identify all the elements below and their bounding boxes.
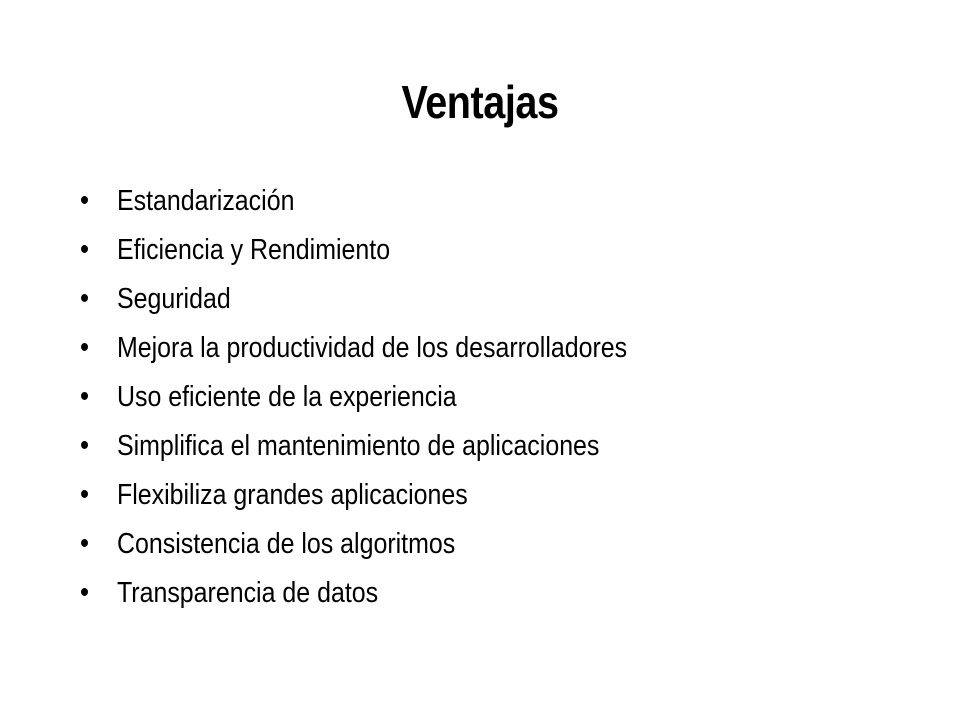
bullet-text: Mejora la productividad de los desarrolladores — [116, 332, 628, 364]
bullet-text: Flexibiliza grandes aplicaciones — [116, 479, 468, 511]
bullet-item — [80, 225, 627, 274]
bullet-item — [80, 274, 627, 323]
bullet-icon: • — [80, 184, 90, 217]
bullet-icon: • — [80, 478, 90, 511]
bullet-text: Eficiencia y Rendimiento — [116, 234, 391, 266]
bullet-item — [80, 323, 627, 372]
bullet-text: Consistencia de los algoritmos — [116, 528, 456, 560]
bullet-icon: • — [80, 282, 90, 315]
bullet-icon: • — [80, 429, 90, 462]
bullet-item — [80, 372, 627, 421]
slide-title: Ventajas — [401, 76, 559, 128]
bullet-text: Uso eficiente de la experiencia — [116, 381, 457, 413]
bullet-icon: • — [80, 233, 90, 266]
bullet-list — [80, 176, 716, 617]
bullet-item — [80, 470, 627, 519]
bullet-icon: • — [80, 380, 90, 413]
bullet-icon: • — [80, 527, 90, 560]
bullet-text: Simplifica el mantenimiento de aplicaciones — [116, 430, 600, 462]
bullet-icon: • — [80, 331, 90, 364]
bullet-item — [80, 421, 627, 470]
bullet-text: Seguridad — [116, 283, 231, 315]
bullet-icon: • — [80, 576, 90, 609]
bullet-item — [80, 519, 627, 568]
bullet-text: Transparencia de datos — [116, 577, 379, 609]
bullet-item — [80, 568, 627, 617]
bullet-item — [80, 176, 627, 225]
bullet-text: Estandarización — [116, 185, 295, 217]
